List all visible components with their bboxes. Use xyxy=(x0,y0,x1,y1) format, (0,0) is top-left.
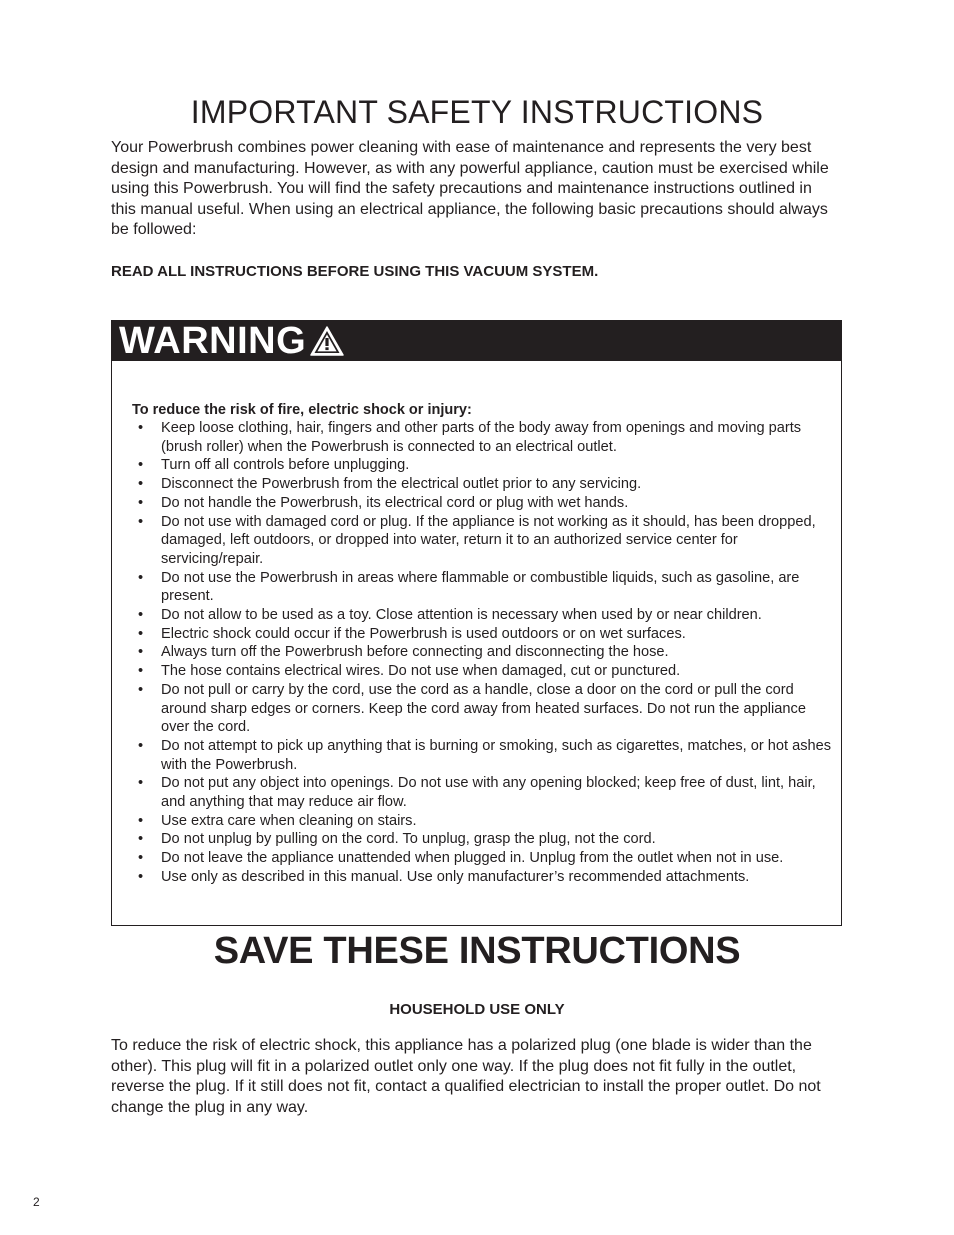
risk-heading: To reduce the risk of fire, electric shock or injury: xyxy=(132,402,472,418)
bullet-mark: • xyxy=(138,476,144,493)
list-item-text: Keep loose clothing, hair, fingers and other parts of the body away from openings and moving parts (brush roller) when the Powerbrush is connected to an electrical outlet. xyxy=(161,420,802,455)
warning-header xyxy=(112,321,841,361)
list-item xyxy=(132,812,832,831)
list-item-text: Do not unplug by pulling on the cord. To unplug, grasp the plug, not the cord. xyxy=(161,831,656,848)
bullet-mark: • xyxy=(138,513,144,530)
bullet-mark: • xyxy=(138,850,144,867)
list-item xyxy=(132,475,832,494)
bullet-mark: • xyxy=(138,494,144,511)
list-item-text: Do not use the Powerbrush in areas where flammable or combustible liquids, such as gasoline, are present. xyxy=(161,569,800,605)
list-item-text: Always turn off the Powerbrush before connecting and disconnecting the hose. xyxy=(161,644,669,661)
bullet-mark: • xyxy=(138,775,144,792)
list-item xyxy=(132,643,832,662)
list-item-text: Electric shock could occur if the Powerbrush is used outdoors or on wet surfaces. xyxy=(161,625,686,642)
list-item xyxy=(132,456,832,475)
list-item xyxy=(132,513,832,569)
list-item-text: Do not use with damaged cord or plug. If the appliance is not working as it should, has been dropped, damaged, left outdoors, or dropped into water, return it to an authorized service center for servicing/repair. xyxy=(161,513,816,567)
list-item xyxy=(132,830,832,849)
bullet-mark: • xyxy=(138,457,144,474)
list-item-text: Do not put any object into openings. Do not use with any opening blocked; keep free of dust, lint, hair, and anything that may reduce air flow. xyxy=(161,775,816,811)
list-item xyxy=(132,625,832,644)
bullet-mark: • xyxy=(138,644,144,661)
list-item xyxy=(132,662,832,681)
bullet-mark: • xyxy=(138,868,144,885)
list-item-text: Do not leave the appliance unattended when plugged in. Unplug from the outlet when not in use. xyxy=(161,850,784,867)
list-item-text: Do not attempt to pick up anything that is burning or smoking, such as cigarettes, matches, or hot ashes with the Powerbrush. xyxy=(161,737,832,773)
list-item-text: Use extra care when cleaning on stairs. xyxy=(161,812,417,829)
list-item-text: Use only as described in this manual. Use only manufacturer’s recommended attachments. xyxy=(161,868,750,885)
warning-box xyxy=(111,320,842,926)
intro-paragraph: Your Powerbrush combines power cleaning with ease of maintenance and represents the very best design and manufacturing. However, as with any powerful appliance, caution must be exercised while using this Powerbrush. You will find the safety precautions and maintenance instructions outlined in this manual useful. When using an electrical appliance, the following basic precautions should always be followed: xyxy=(111,139,829,239)
bullet-mark: • xyxy=(138,663,144,680)
list-item xyxy=(132,737,832,774)
list-item xyxy=(132,849,832,868)
bullet-mark: • xyxy=(138,737,144,754)
list-item xyxy=(132,606,832,625)
bullet-mark: • xyxy=(138,420,144,436)
read-all-notice: READ ALL INSTRUCTIONS BEFORE USING THIS VACUUM SYSTEM. xyxy=(111,263,599,280)
warning-label: WARNING xyxy=(119,320,307,362)
bullet-mark: • xyxy=(138,812,144,829)
household-use-notice: HOUSEHOLD USE ONLY xyxy=(389,1001,565,1018)
warning-triangle-icon xyxy=(309,325,345,357)
polarized-plug-note: To reduce the risk of electric shock, this appliance has a polarized plug (one blade is wider than the other). This plug will fit in a polarized outlet only one way. If the plug does not fit fully in the outlet, reverse the plug. If it still does not fit, contact a qualified electrician to install the proper outlet. Do not change the plug in any way. xyxy=(111,1037,821,1116)
page-title: IMPORTANT SAFETY INSTRUCTIONS xyxy=(190,94,764,130)
page-number: 2 xyxy=(33,1195,40,1209)
list-item-text: The hose contains electrical wires. Do not use when damaged, cut or punctured. xyxy=(161,663,681,680)
list-item-text: Turn off all controls before unplugging. xyxy=(161,457,410,474)
bullet-mark: • xyxy=(138,831,144,848)
bullet-mark: • xyxy=(138,681,144,698)
bullet-mark: • xyxy=(138,607,144,624)
list-item xyxy=(132,494,832,513)
warning-list xyxy=(132,419,832,887)
list-item xyxy=(132,569,832,606)
bullet-mark: • xyxy=(138,625,144,642)
list-item xyxy=(132,681,832,737)
list-item-text: Do not pull or carry by the cord, use the cord as a handle, close a door on the cord or pull the cord around sharp edges or corners. Keep the cord away from heated surfaces. Do not run the appliance over the cord. xyxy=(161,681,806,736)
list-item-text: Disconnect the Powerbrush from the electrical outlet prior to any servicing. xyxy=(161,476,642,493)
bullet-mark: • xyxy=(138,569,144,586)
list-item xyxy=(132,419,832,456)
list-item-text: Do not allow to be used as a toy. Close attention is necessary when used by or near children. xyxy=(161,607,762,624)
list-item-text: Do not handle the Powerbrush, its electrical cord or plug with wet hands. xyxy=(161,494,629,511)
save-instructions-title: SAVE THESE INSTRUCTIONS xyxy=(213,930,741,972)
list-item xyxy=(132,868,832,887)
list-item xyxy=(132,774,832,811)
